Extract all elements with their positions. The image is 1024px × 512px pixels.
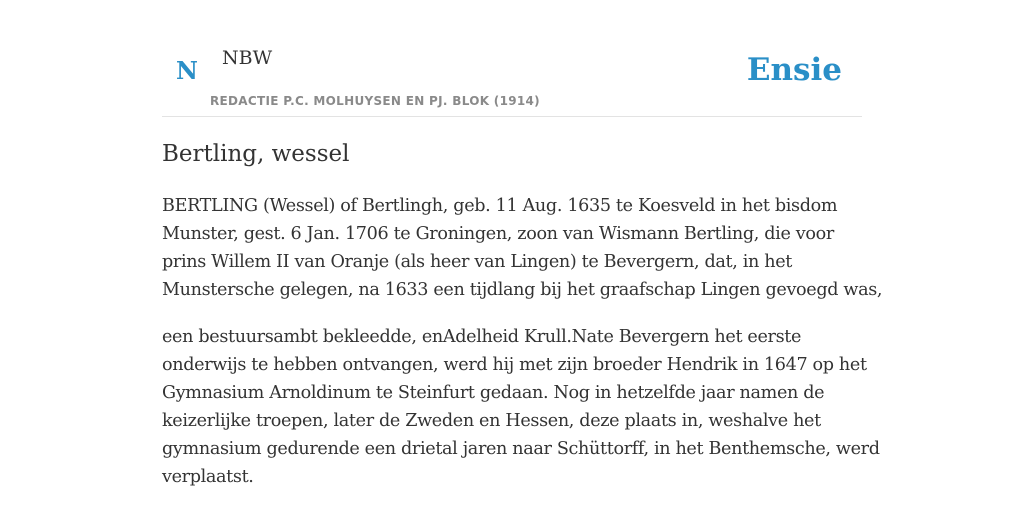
brand-logo[interactable]: Ensie: [746, 52, 842, 88]
source-title[interactable]: NBW: [222, 47, 273, 69]
article-paragraph-1: [162, 192, 883, 304]
text-line: een bestuursambt bekleedde, enAdelheid Krull.Nate Bevergern het eerste: [162, 327, 802, 347]
article-paragraph-2: [162, 323, 880, 491]
text-line: Munster, gest. 6 Jan. 1706 te Groningen, zoon van Wismann Bertling, die voor: [162, 224, 834, 244]
text-line: Gymnasium Arnoldinum te Steinfurt gedaan. Nog in hetzelfde jaar namen de: [162, 383, 825, 403]
text-line: prins Willem II van Oranje (als heer van Lingen) te Bevergern, dat, in het: [162, 252, 793, 272]
source-logo[interactable]: N: [176, 56, 198, 85]
text-line: keizerlijke troepen, later de Zweden en Hessen, deze plaats in, weshalve het: [162, 411, 821, 431]
text-line: onderwijs te hebben ontvangen, werd hij met zijn broeder Hendrik in 1647 op het: [162, 355, 867, 375]
text-line: Munstersche gelegen, na 1633 een tijdlang bij het graafschap Lingen gevoegd was,: [162, 280, 883, 300]
article-title: Bertling, wessel: [162, 141, 350, 167]
text-line: verplaatst.: [162, 467, 254, 487]
text-line: gymnasium gedurende een drietal jaren naar Schüttorff, in het Benthemsche, werd: [162, 439, 880, 459]
source-subtitle: REDACTIE P.C. MOLHUYSEN EN PJ. BLOK (1914): [210, 94, 540, 108]
text-line: BERTLING (Wessel) of Bertlingh, geb. 11 Aug. 1635 te Koesveld in het bisdom: [162, 196, 838, 216]
source-header: [162, 0, 862, 117]
